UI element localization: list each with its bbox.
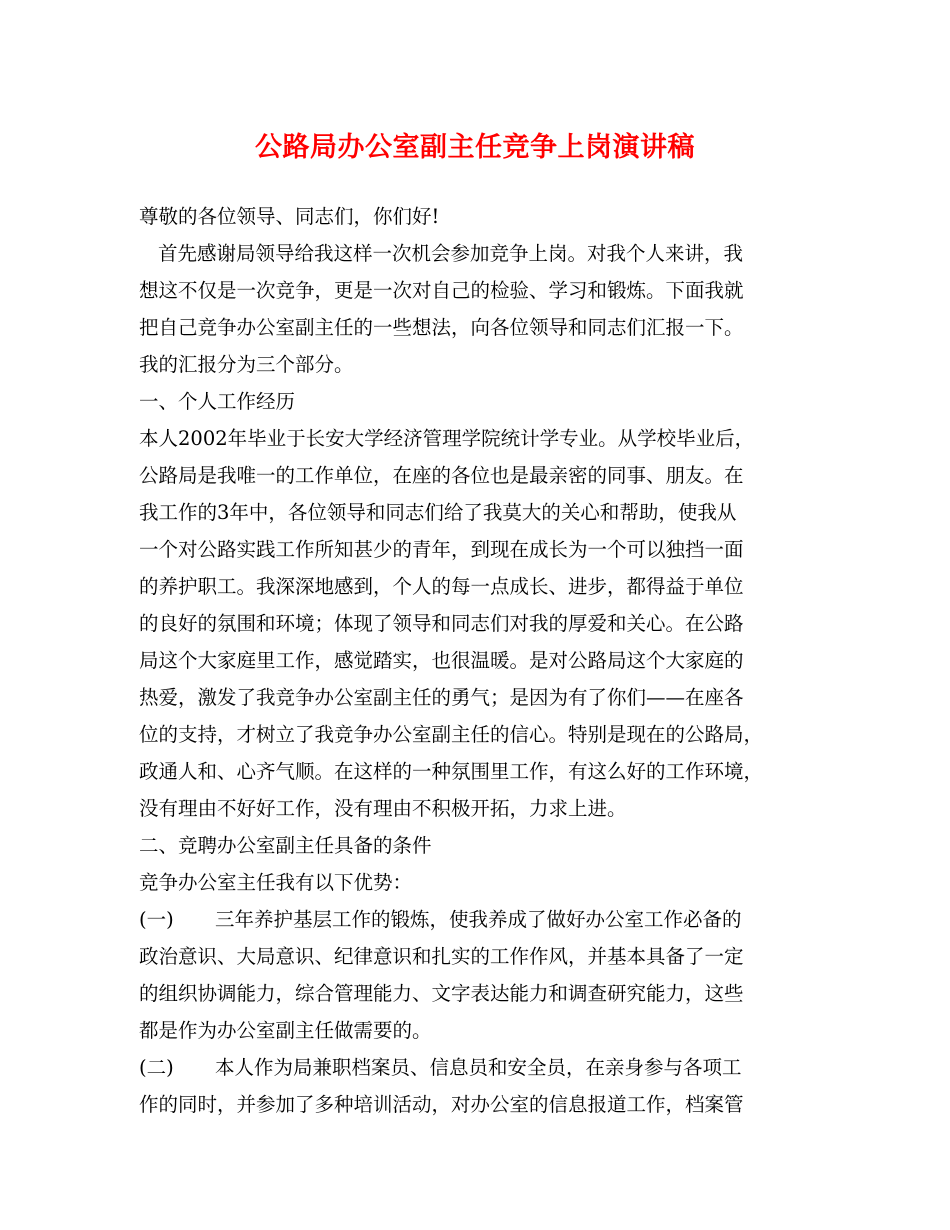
paragraph-line: 位的支持，才树立了我竞争办公室副主任的信心。特别是现在的公路局， xyxy=(139,723,764,746)
list-item-first-line xyxy=(139,1049,829,1086)
paragraph-line: 我工作的3年中，各位领导和同志们给了我莫大的关心和帮助，使我从 xyxy=(139,501,737,524)
paragraph-line: 政通人和、心齐气顺。在这样的一种氛围里工作，有这么好的工作环境， xyxy=(139,760,764,783)
section-heading: 一、个人工作经历 xyxy=(139,390,296,413)
item-number: (二) xyxy=(139,1056,174,1079)
list-item-first-line xyxy=(139,901,829,938)
paragraph-line: 都是作为办公室副主任做需要的。 xyxy=(139,1019,432,1042)
item-text: 本人作为局兼职档案员、信息员和安全员，在亲身参与各项工 xyxy=(215,1056,742,1079)
paragraph-line: 作的同时，并参加了多种培训活动，对办公室的信息报道工作，档案管 xyxy=(139,1093,744,1116)
item-number: (一) xyxy=(139,908,174,931)
item-text: 三年养护基层工作的锻炼，使我养成了做好办公室工作必备的 xyxy=(215,908,742,931)
paragraph-line: 公路局是我唯一的工作单位，在座的各位也是最亲密的同事、朋友。在 xyxy=(139,464,744,487)
paragraph-line: 把自己竞争办公室副主任的一些想法，向各位领导和同志们汇报一下。 xyxy=(139,316,744,339)
paragraph-line: 一个对公路实践工作所知甚少的青年，到现在成长为一个可以独挡一面 xyxy=(139,538,744,561)
paragraph-line: 没有理由不好好工作，没有理由不积极开拓，力求上进。 xyxy=(139,797,627,820)
document-body xyxy=(139,198,829,1123)
paragraph-line: 政治意识、大局意识、纪律意识和扎实的工作作风，并基本具备了一定 xyxy=(139,945,744,968)
paragraph-line: 的养护职工。我深深地感到，个人的每一点成长、进步，都得益于单位 xyxy=(139,575,744,598)
paragraph-line: 我的汇报分为三个部分。 xyxy=(139,353,354,376)
paragraph-line: 的良好的氛围和环境；体现了领导和同志们对我的厚爱和关心。在公路 xyxy=(139,612,744,635)
paragraph-line: 热爱，激发了我竞争办公室副主任的勇气；是因为有了你们——在座各 xyxy=(139,686,744,709)
paragraph-line: 本人2002年毕业于长安大学经济管理学院统计学专业。从学校毕业后， xyxy=(139,427,755,450)
paragraph-line: 尊敬的各位领导、同志们，你们好! xyxy=(139,205,440,228)
paragraph-line: 的组织协调能力，综合管理能力、文字表达能力和调查研究能力，这些 xyxy=(139,982,744,1005)
paragraph-line: 首先感谢局领导给我这样一次机会参加竞争上岗。对我个人来讲，我 xyxy=(158,242,744,265)
paragraph-line: 想这不仅是一次竞争，更是一次对自己的检验、学习和锻炼。下面我就 xyxy=(139,279,744,302)
document-title: 公路局办公室副主任竞争上岗演讲稿 xyxy=(255,132,695,163)
paragraph-line: 竞争办公室主任我有以下优势： xyxy=(139,871,413,894)
section-heading: 二、竞聘办公室副主任具备的条件 xyxy=(139,834,432,857)
paragraph-line: 局这个大家庭里工作，感觉踏实，也很温暖。是对公路局这个大家庭的 xyxy=(139,649,744,672)
